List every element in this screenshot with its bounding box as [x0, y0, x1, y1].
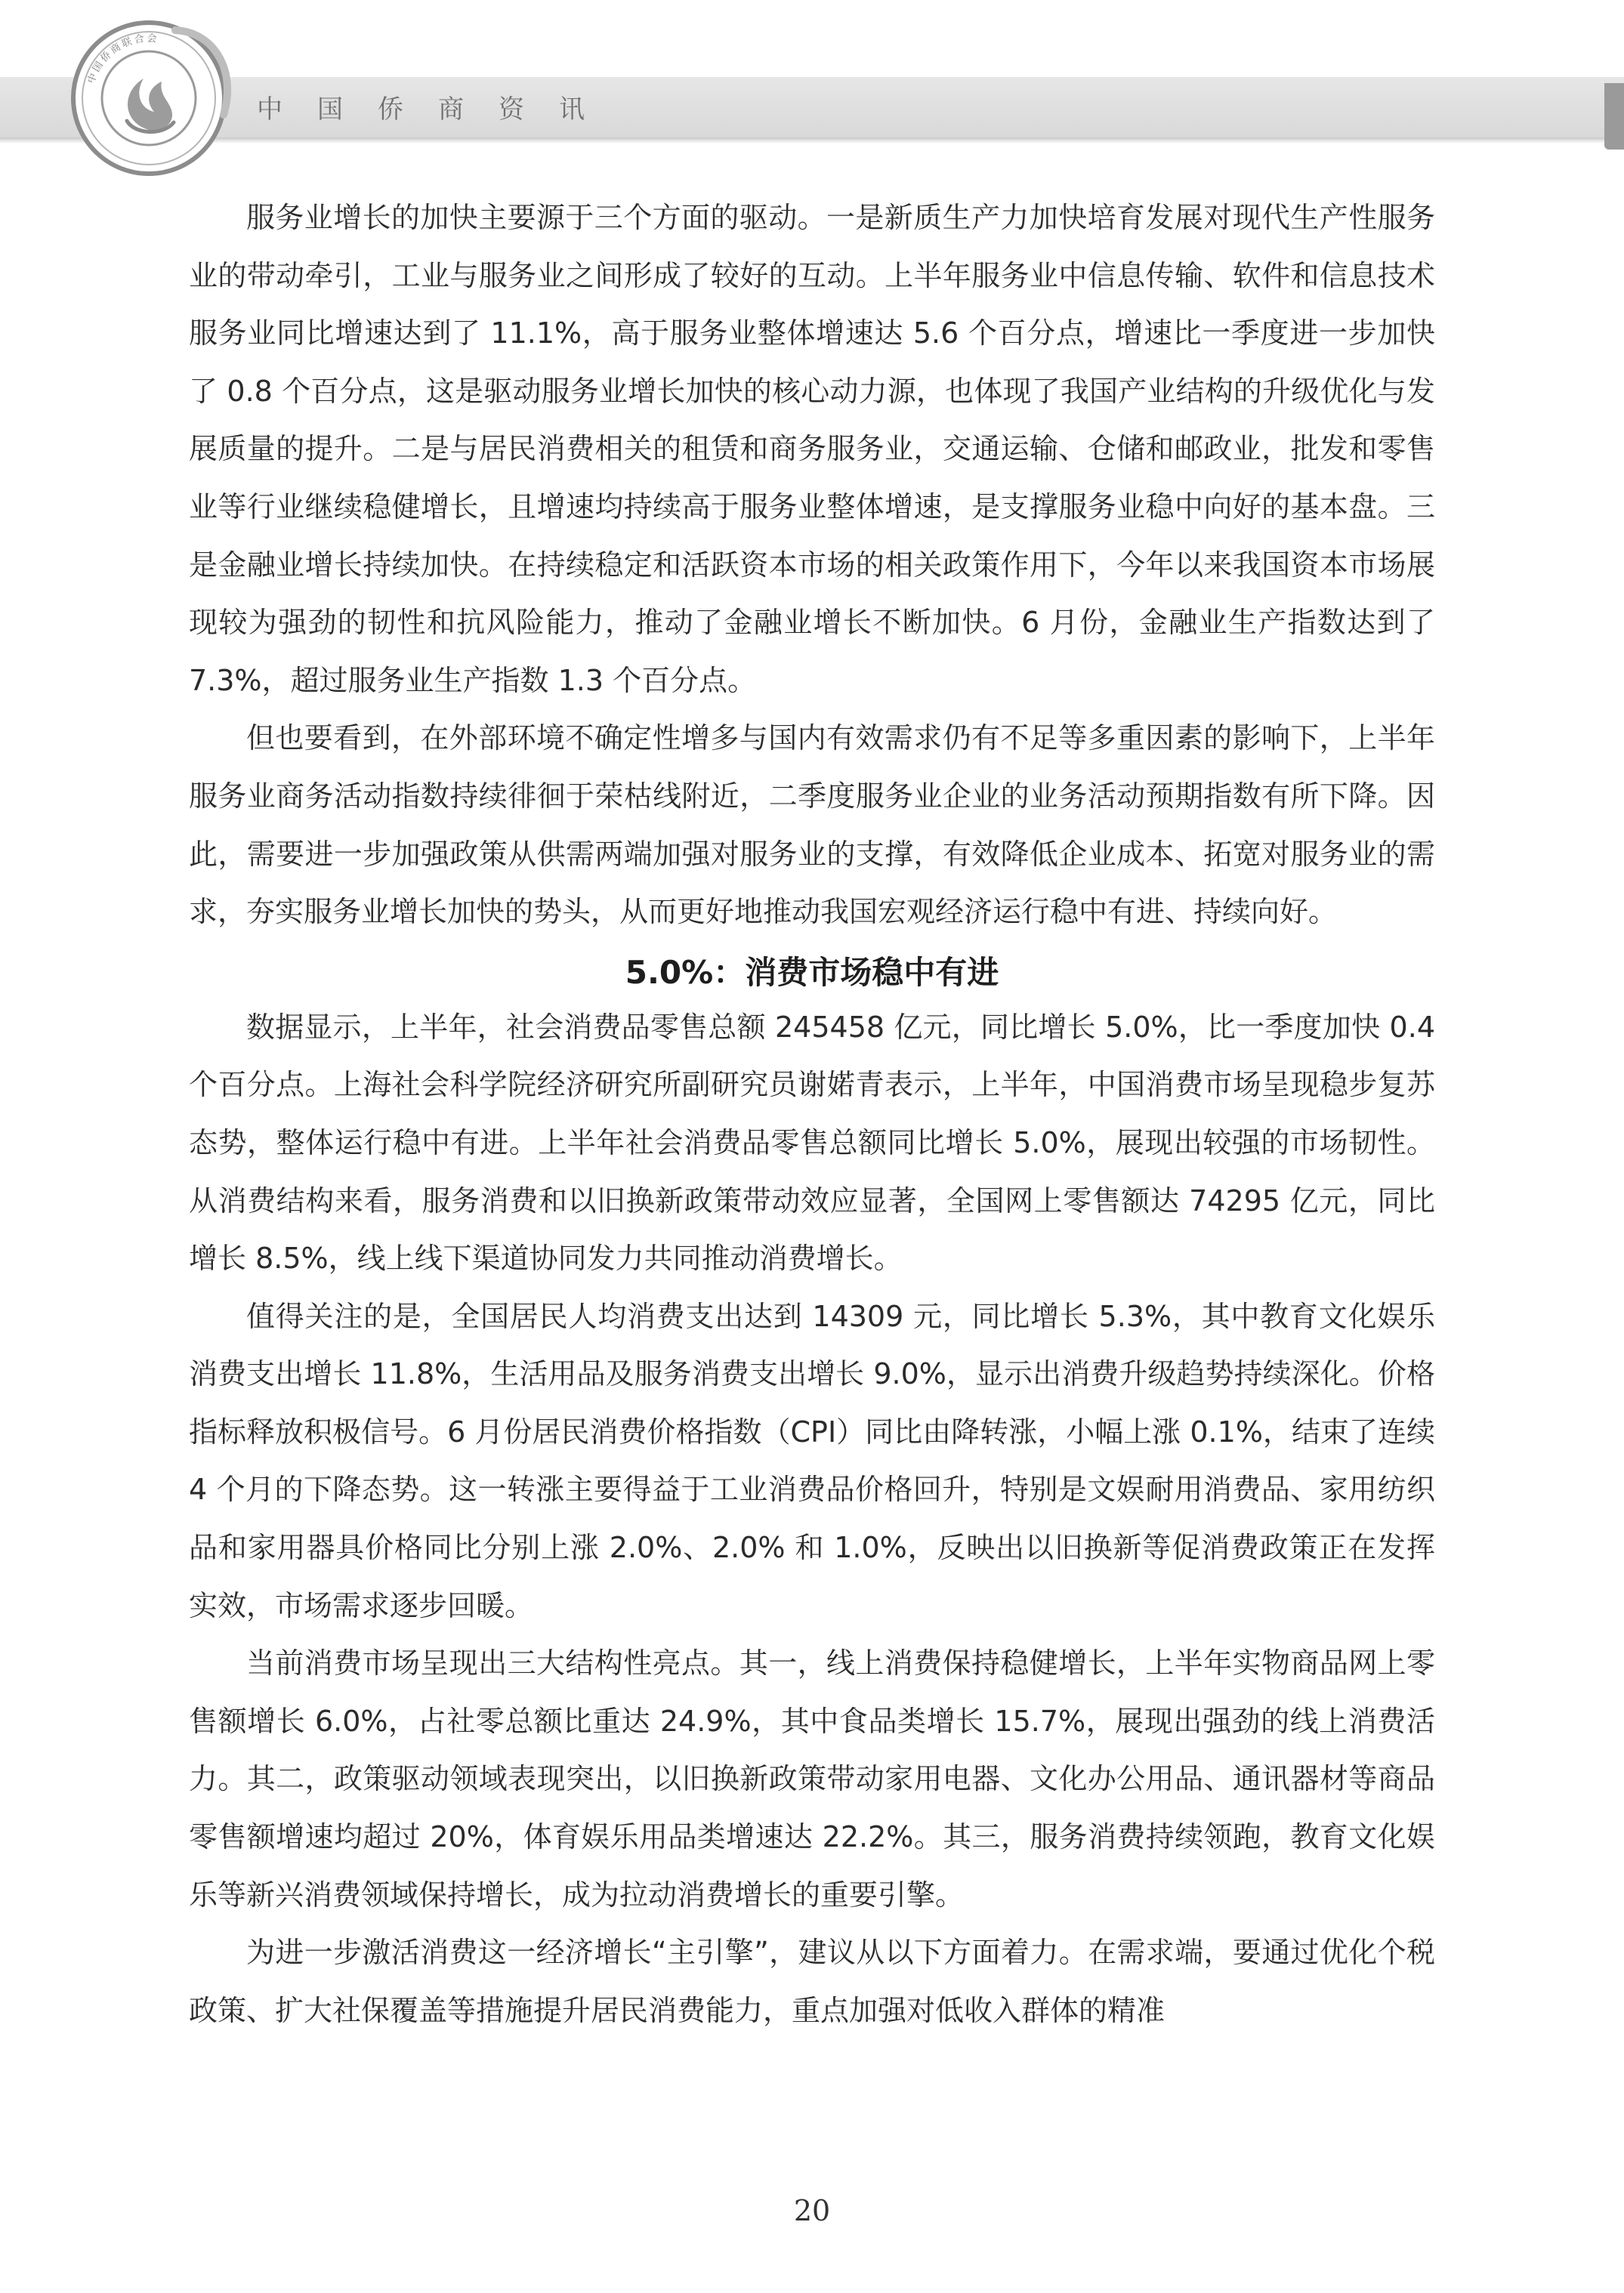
svg-text:中国侨商联合会: 中国侨商联合会 [85, 32, 159, 85]
page-number: 20 [793, 2194, 831, 2227]
section-heading: 5.0%：消费市场稳中有进 [625, 953, 999, 991]
paragraph: 但也要看到，在外部环境不确定性增多与国内有效需求仍有不足等多重因素的影响下，上半年服务业商务活动指数持续徘徊于荣枯线附近，二季度服务业企业的业务活动预期指数有所下降。因此，需要进一步加强政策从供需两端加强对服务业的支撑，有效降低企业成本、拓宽对服务业的需求，夯实服务业增长加快的势头，从而更好地推动我国宏观经济运行稳中有进、持续向好。 [189, 721, 1435, 929]
magazine-title: 中国侨商资讯 [257, 94, 619, 125]
article-body [189, 189, 1435, 2039]
paragraph: 当前消费市场呈现出三大结构性亮点。其一，线上消费保持稳健增长，上半年实物商品网上零售额增长 6.0%，占社零总额比重达 24.9%，其中食品类增长 15.7%，展现出强劲的线上消费活力。其二，政策驱动领域表现突出，以旧换新政策带动家用电器、文化办公用品、通讯器材等商品零售额增速均超过 20%，体育娱乐用品类增速达 22.2%。其三，服务消费持续领跑，教育文化娱乐等新兴消费领域保持增长，成为拉动消费增长的重要引擎。 [189, 1646, 1435, 1912]
header-band [0, 77, 1624, 137]
paragraph: 为进一步激活消费这一经济增长“主引擎”，建议从以下方面着力。在需求端，要通过优化个税政策、扩大社保覆盖等措施提升居民消费能力，重点加强对低收入群体的精准 [189, 1936, 1435, 2027]
organization-logo-icon [62, 9, 236, 183]
paragraph: 数据显示，上半年，社会消费品零售总额 245458 亿元，同比增长 5.0%，比一季度加快 0.4 个百分点。上海社会科学院经济研究所副研究员谢婼青表示，上半年，中国消费市场呈现稳步复苏态势，整体运行稳中有进。上半年社会消费品零售总额同比增长 5.0%，展现出较强的市场韧性。从消费结构来看，服务消费和以旧换新政策带动效应显著，全国网上零售额达 74295 亿元，同比增长 8.5%，线上线下渠道协同发力共同推动消费增长。 [189, 1010, 1435, 1276]
header-edge-tab [1604, 83, 1624, 150]
header-band-shadow [0, 137, 1624, 144]
paragraph: 值得关注的是，全国居民人均消费支出达到 14309 元，同比增长 5.3%，其中教育文化娱乐消费支出增长 11.8%，生活用品及服务消费支出增长 9.0%，显示出消费升级趋势持续深化。价格指标释放积极信号。6 月份居民消费价格指数（CPI）同比由降转涨，小幅上涨 0.1%，结束了连续 4 个月的下降态势。这一转涨主要得益于工业消费品价格回升，特别是文娱耐用消费品、家用纺织品和家用器具价格同比分别上涨 2.0%、2.0% 和 1.0%，反映出以旧换新等促消费政策正在发挥实效，市场需求逐步回暖。 [189, 1299, 1435, 1622]
paragraph: 服务业增长的加快主要源于三个方面的驱动。一是新质生产力加快培育发展对现代生产性服务业的带动牵引，工业与服务业之间形成了较好的互动。上半年服务业中信息传输、软件和信息技术服务业同比增速达到了 11.1%，高于服务业整体增速达 5.6 个百分点，增速比一季度进一步加快了 0.8 个百分点，这是驱动服务业增长加快的核心动力源，也体现了我国产业结构的升级优化与发展质量的提升。二是与居民消费相关的租赁和商务服务业，交通运输、仓储和邮政业，批发和零售业等行业继续稳健增长，且增速均持续高于服务业整体增速，是支撑服务业稳中向好的基本盘。三是金融业增长持续加快。在持续稳定和活跃资本市场的相关政策作用下，今年以来我国资本市场展现较为强劲的韧性和抗风险能力，推动了金融业增长不断加快。6 月份，金融业生产指数达到了 7.3%，超过服务业生产指数 1.3 个百分点。 [189, 201, 1435, 697]
